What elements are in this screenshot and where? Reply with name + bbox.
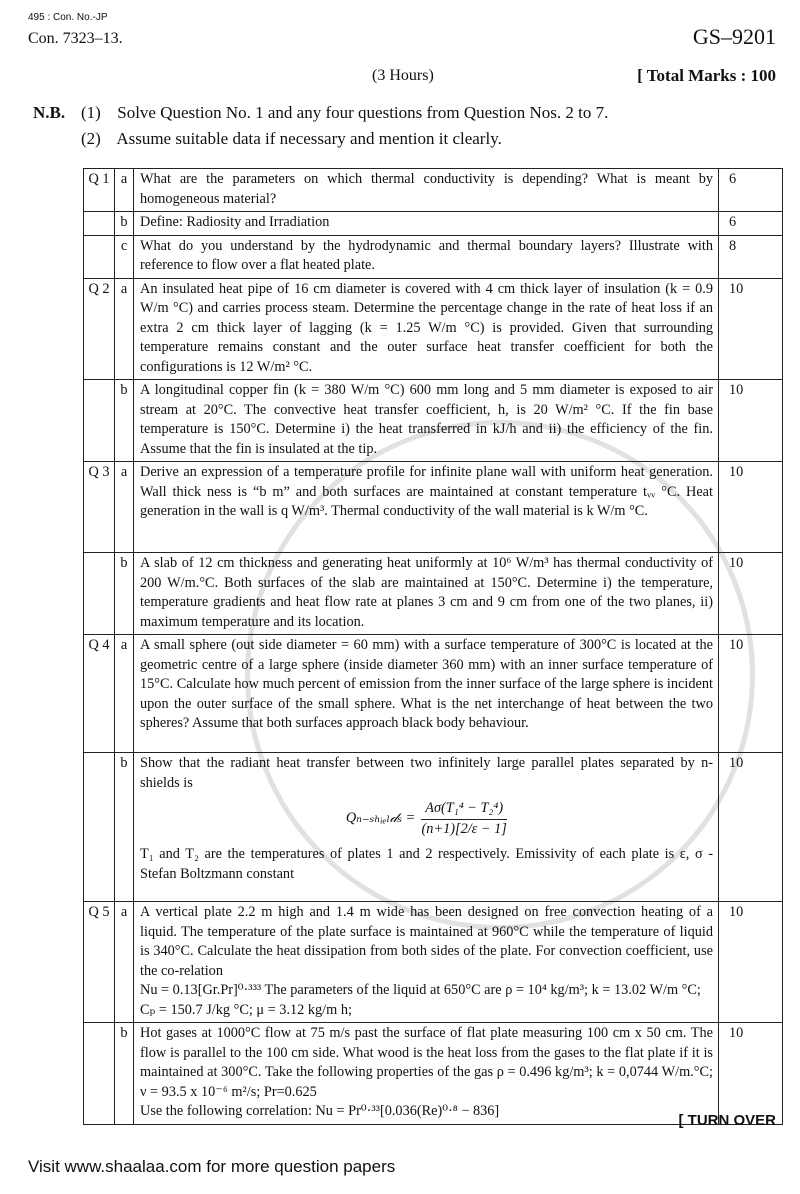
question-text: A vertical plate 2.2 m high and 1.4 m wide has been designed on free convection heating of a liquid. The temperature of the plate surface is maintained at 960°C while the temperature of liquid is 340°C. Calculate the heat dissipation from both sides of the plate. For convection coefficient, use the co-relation (140, 904, 713, 979)
question-row (84, 169, 783, 212)
paper-code-small: 495 : Con. No.-JP (28, 12, 108, 23)
instruction-number: (1) (81, 103, 101, 122)
shield-formula (140, 799, 713, 839)
question-number (84, 753, 115, 902)
question-part: a (115, 278, 134, 380)
formula-lhs: Qₙ₋ₛₕᵢₑₗ𝒹ₛ = (345, 810, 416, 827)
question-text: A longitudinal copper fin (k = 380 W/m °C) 600 mm long and 5 mm diameter is exposed to air stream at 20°C. The convective heat transfer coefficient, h, is 20 W/m² °C. If the fin base temperature is 150°C. Determine i) the heat transferred in kJ/h and ii) the efficiency of the fin. Assume that the fin is insulated at the tip. (134, 380, 719, 462)
question-row (84, 462, 783, 553)
question-text: What are the parameters on which thermal conductivity is depending? What is meant by homogeneous material? (134, 169, 719, 212)
question-part: b (115, 380, 134, 462)
question-part: b (115, 553, 134, 635)
question-part: b (115, 212, 134, 236)
question-row (84, 212, 783, 236)
question-number (84, 1023, 115, 1125)
question-part: b (115, 1023, 134, 1125)
instruction-number: (2) (81, 129, 101, 148)
turn-over-label: [ TURN OVER (678, 1112, 776, 1129)
question-part: a (115, 635, 134, 753)
instruction-2 (33, 126, 608, 152)
paper-code: GS–9201 (692, 24, 776, 49)
question-text-continued: T₁ and T₂ are the temperatures of plates 1 and 2 respectively. Emissivity of each plate is ε, σ - Stefan Boltzmann constant (140, 846, 713, 882)
question-row (84, 1023, 783, 1125)
question-marks: 10 (719, 753, 783, 902)
question-part: a (115, 462, 134, 553)
question-row (84, 553, 783, 635)
question-text-continued: Nu = 0.13[Gr.Pr]⁰·³³³ The parameters of the liquid at 650°C are ρ = 10⁴ kg/m³; k = 13.02 W/m °C; Cₚ = 150.7 J/kg °C; μ = 3.12 kg/m h; (140, 982, 701, 1018)
question-number (84, 212, 115, 236)
total-marks: [ Total Marks : 100 (637, 66, 776, 85)
question-marks: 10 (719, 902, 783, 1023)
question-text: Derive an expression of a temperature profile for infinite plane wall with uniform heat generation. Wall thick ness is “b m” and both surfaces are maintained at constant temperature tᵥᵥ °C. Heat generation in the wall is q W/m³. Thermal conductivity of the wall material is k W/m °C. (134, 462, 719, 553)
con-number: Con. 7323–13. (28, 30, 123, 47)
question-cell (134, 1023, 719, 1125)
question-text-continued: Use the following correlation: Nu = Pr⁰·³³[0.036(Re)⁰·⁸ − 836] (140, 1103, 500, 1119)
question-marks: 10 (719, 1023, 783, 1125)
question-number: Q 1 (84, 169, 115, 212)
question-part: a (115, 902, 134, 1023)
question-number (84, 553, 115, 635)
question-cell (134, 753, 719, 902)
question-marks: 8 (719, 235, 783, 278)
question-marks: 10 (719, 278, 783, 380)
question-cell (134, 902, 719, 1023)
question-part: b (115, 753, 134, 902)
question-text: An insulated heat pipe of 16 cm diameter is covered with 4 cm thick layer of insulation (k = 0.9 W/m °C) and carries process steam. Determine the percentage change in the rate of heat loss if an extra 2 cm thick layer of lagging (k = 1.25 W/m °C) is provided. Given that surrounding temperature remains constant and the outer surface heat transfer coefficient for both the configurations is 12 W/m² °C. (134, 278, 719, 380)
instruction-1 (33, 100, 608, 126)
instruction-text: Solve Question No. 1 and any four questions from Question Nos. 2 to 7. (117, 103, 609, 122)
instructions (33, 100, 608, 152)
question-text: Hot gases at 1000°C flow at 75 m/s past the surface of flat plate measuring 100 cm x 50 cm. The flow is parallel to the 100 cm side. What wood is the heat loss from the gases to the flat plate if it is maintained at 300°C. Take the following properties of the gas ρ = 0.496 kg/m³; k = 0,0744 W/m.°C; ν = 93.5 x 10⁻⁶ m²/s; Pr=0.625 (140, 1025, 713, 1100)
question-row (84, 635, 783, 753)
question-marks: 10 (719, 635, 783, 753)
footer-text: Visit www.shaalaa.com for more question papers (28, 1157, 396, 1176)
question-number: Q 3 (84, 462, 115, 553)
question-marks: 10 (719, 462, 783, 553)
question-row (84, 278, 783, 380)
question-number: Q 5 (84, 902, 115, 1023)
formula-denominator: (n+1)[2/ε − 1] (421, 820, 507, 837)
question-text: A small sphere (out side diameter = 60 mm) with a surface temperature of 300°C is located at the geometric centre of a large sphere (inside diameter 360 mm) with an inner surface temperature of 15°C. Calculate how much percent of emission from the inner surface of the large sphere is incident upon the outer surface of the small sphere. What is the net interchange of heat between the two spheres? Assume that both surfaces approach black body behaviour. (134, 635, 719, 753)
question-number: Q 4 (84, 635, 115, 753)
question-marks: 6 (719, 212, 783, 236)
question-text: Define: Radiosity and Irradiation (134, 212, 719, 236)
question-part: c (115, 235, 134, 278)
duration: (3 Hours) (372, 67, 434, 84)
nb-label: N.B. (33, 103, 66, 122)
formula-numerator: Aσ(T₁⁴ − T₂⁴) (421, 799, 507, 820)
question-row (84, 753, 783, 902)
question-text: What do you understand by the hydrodynamic and thermal boundary layers? Illustrate with reference to flow over a flat heated plate. (134, 235, 719, 278)
question-text: Show that the radiant heat transfer between two infinitely large parallel plates separated by n-shields is (140, 755, 713, 791)
question-part: a (115, 169, 134, 212)
question-row (84, 902, 783, 1023)
question-number (84, 235, 115, 278)
question-marks: 10 (719, 380, 783, 462)
question-row (84, 380, 783, 462)
question-marks: 10 (719, 553, 783, 635)
question-number: Q 2 (84, 278, 115, 380)
instruction-text: Assume suitable data if necessary and mention it clearly. (116, 129, 502, 148)
questions-table (83, 168, 783, 1125)
question-row (84, 235, 783, 278)
question-text: A slab of 12 cm thickness and generating heat uniformly at 10⁶ W/m³ has thermal conductivity of 200 W/m.°C. Both surfaces of the slab are maintained at 150°C. Determine i) the temperature, temperature gradients and heat flow rate at planes 3 cm and 9 cm from one of the two planes, ii) maximum temperature and its location. (134, 553, 719, 635)
question-number (84, 380, 115, 462)
question-marks: 6 (719, 169, 783, 212)
